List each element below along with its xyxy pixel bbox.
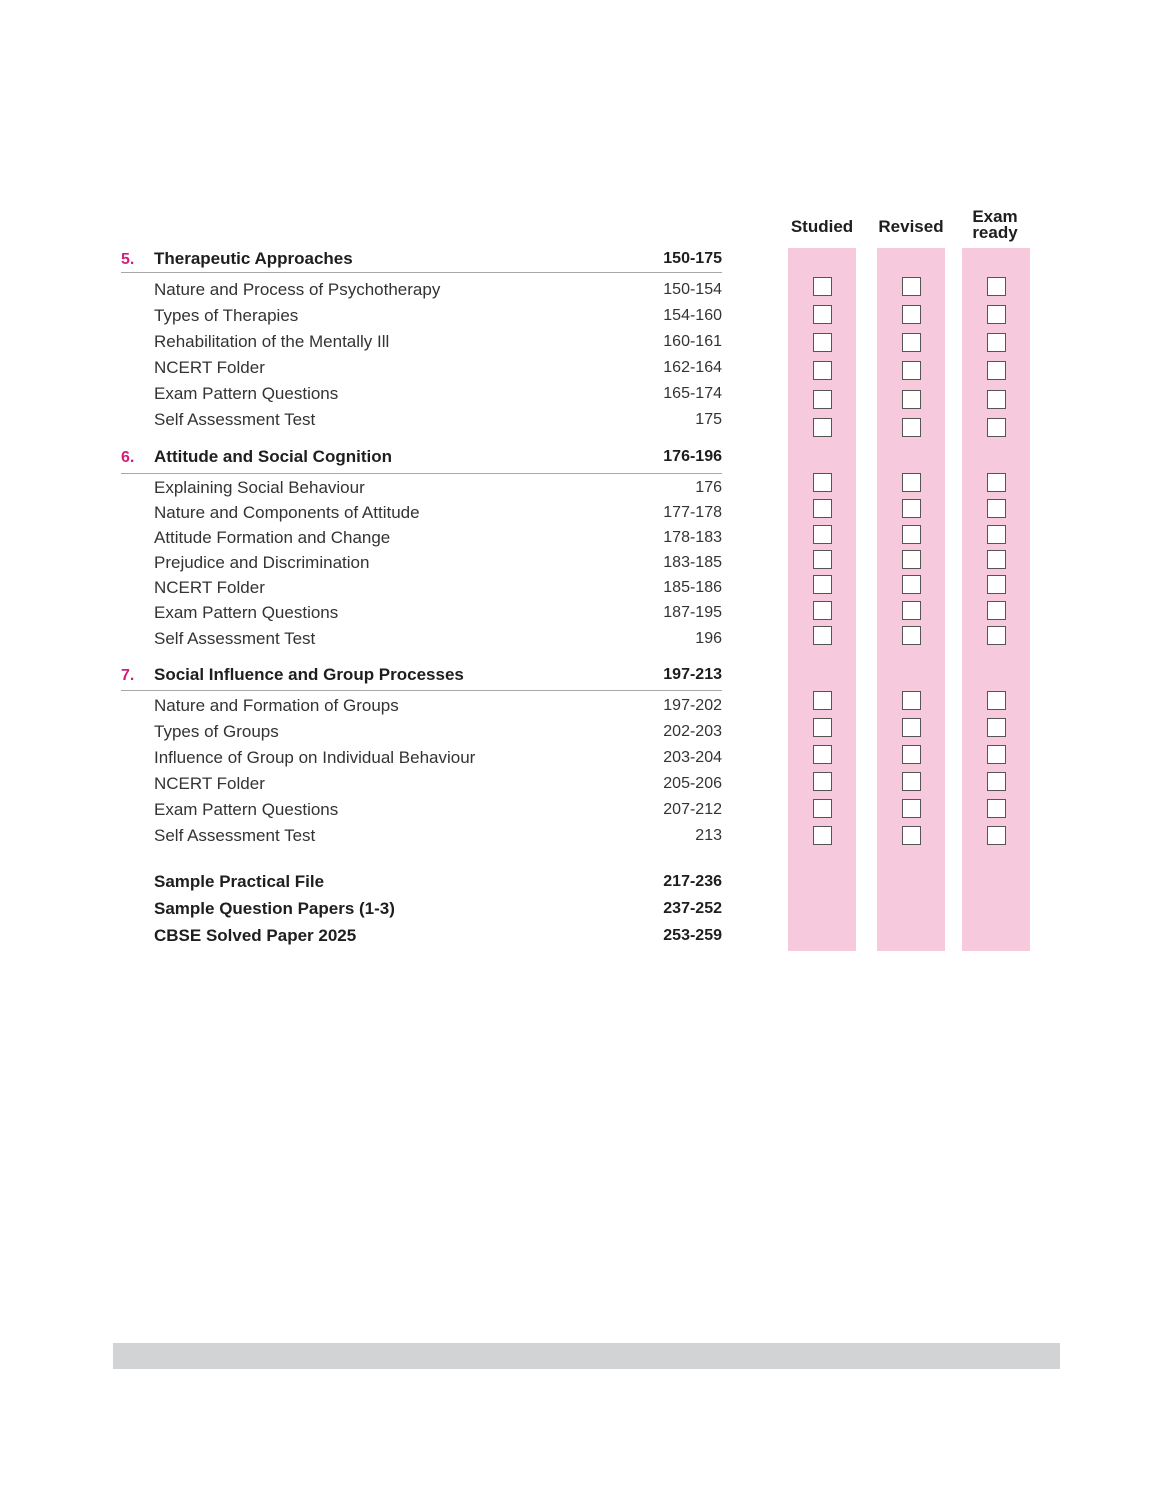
- topic-pages: 176: [695, 479, 722, 496]
- studied-checkbox[interactable]: [813, 575, 832, 594]
- revised-checkbox[interactable]: [902, 305, 921, 324]
- studied-checkbox[interactable]: [813, 333, 832, 352]
- topic-title: Influence of Group on Individual Behaviour: [154, 748, 476, 767]
- chapter-title: Social Influence and Group Processes: [154, 665, 464, 684]
- chapter-number: 5.: [121, 251, 135, 268]
- studied-checkbox[interactable]: [813, 550, 832, 569]
- chapter-title: Attitude and Social Cognition: [154, 447, 392, 466]
- footer-bar: [113, 1343, 1060, 1369]
- studied-checkbox[interactable]: [813, 525, 832, 544]
- extra-pages: 217-236: [663, 873, 722, 890]
- chapter-divider: [121, 690, 722, 691]
- exam-ready-column-band: [962, 248, 1030, 951]
- studied-checkbox[interactable]: [813, 473, 832, 492]
- revised-column-band: [877, 248, 945, 951]
- chapter-number: 7.: [121, 667, 135, 684]
- extra-title: Sample Practical File: [154, 872, 325, 891]
- topic-pages: 196: [695, 630, 722, 647]
- topic-pages: 160-161: [663, 333, 722, 350]
- topic-title: NCERT Folder: [154, 358, 265, 377]
- extra-pages: 237-252: [663, 900, 722, 917]
- studied-checkbox[interactable]: [813, 772, 832, 791]
- studied-checkbox[interactable]: [813, 361, 832, 380]
- revised-checkbox[interactable]: [902, 550, 921, 569]
- topic-title: Nature and Components of Attitude: [154, 503, 420, 522]
- exam-ready-checkbox[interactable]: [987, 473, 1006, 492]
- topic-pages: 154-160: [663, 307, 722, 324]
- studied-checkbox[interactable]: [813, 799, 832, 818]
- topic-pages: 178-183: [663, 529, 722, 546]
- topic-pages: 165-174: [663, 385, 722, 402]
- topic-pages: 175: [695, 411, 722, 428]
- exam-ready-checkbox[interactable]: [987, 305, 1006, 324]
- revised-checkbox[interactable]: [902, 525, 921, 544]
- exam-ready-header-line-2: ready: [972, 223, 1018, 242]
- topic-title: Exam Pattern Questions: [154, 603, 339, 622]
- topic-pages: 150-154: [663, 281, 722, 298]
- topic-title: Rehabilitation of the Mentally Ill: [154, 332, 390, 351]
- studied-column-band: [788, 248, 856, 951]
- chapter-number: 6.: [121, 449, 135, 466]
- exam-ready-checkbox[interactable]: [987, 390, 1006, 409]
- topic-title: NCERT Folder: [154, 578, 265, 597]
- exam-ready-header-line-1: Exam: [972, 207, 1018, 226]
- topic-pages: 183-185: [663, 554, 722, 571]
- topic-title: Nature and Process of Psychotherapy: [154, 280, 441, 299]
- studied-checkbox[interactable]: [813, 390, 832, 409]
- topic-title: Self Assessment Test: [154, 410, 316, 429]
- chapter-pages: 176-196: [663, 448, 722, 465]
- revised-checkbox[interactable]: [902, 390, 921, 409]
- chapter-divider: [121, 272, 722, 273]
- exam-ready-checkbox[interactable]: [987, 691, 1006, 710]
- studied-checkbox[interactable]: [813, 718, 832, 737]
- revised-checkbox[interactable]: [902, 745, 921, 764]
- studied-checkbox[interactable]: [813, 691, 832, 710]
- extra-title: CBSE Solved Paper 2025: [154, 926, 357, 945]
- studied-checkbox[interactable]: [813, 305, 832, 324]
- extra-pages: 253-259: [663, 927, 722, 944]
- revised-checkbox[interactable]: [902, 575, 921, 594]
- topic-title: Exam Pattern Questions: [154, 800, 339, 819]
- chapter-pages: 150-175: [663, 250, 722, 267]
- topic-title: Self Assessment Test: [154, 629, 316, 648]
- studied-checkbox[interactable]: [813, 826, 832, 845]
- revised-checkbox[interactable]: [902, 333, 921, 352]
- topic-title: Prejudice and Discrimination: [154, 553, 370, 572]
- topic-pages: 177-178: [663, 504, 722, 521]
- topic-title: Exam Pattern Questions: [154, 384, 339, 403]
- exam-ready-checkbox[interactable]: [987, 718, 1006, 737]
- topic-title: Attitude Formation and Change: [154, 528, 391, 547]
- exam-ready-checkbox[interactable]: [987, 826, 1006, 845]
- topic-pages: 162-164: [663, 359, 722, 376]
- studied-checkbox[interactable]: [813, 418, 832, 437]
- topic-pages: 202-203: [663, 723, 722, 740]
- studied-column-header: Studied: [790, 217, 854, 236]
- revised-checkbox[interactable]: [902, 626, 921, 645]
- topic-title: NCERT Folder: [154, 774, 265, 793]
- exam-ready-checkbox[interactable]: [987, 772, 1006, 791]
- exam-ready-checkbox[interactable]: [987, 277, 1006, 296]
- topic-title: Self Assessment Test: [154, 826, 316, 845]
- exam-ready-checkbox[interactable]: [987, 333, 1006, 352]
- chapter-divider: [121, 473, 722, 474]
- topic-pages: 213: [695, 827, 722, 844]
- topic-pages: 203-204: [663, 749, 722, 766]
- topic-title: Nature and Formation of Groups: [154, 696, 399, 715]
- exam-ready-column-header: [950, 209, 1040, 241]
- revised-checkbox[interactable]: [902, 799, 921, 818]
- topic-pages: 207-212: [663, 801, 722, 818]
- revised-checkbox[interactable]: [902, 718, 921, 737]
- studied-checkbox[interactable]: [813, 745, 832, 764]
- studied-checkbox[interactable]: [813, 499, 832, 518]
- exam-ready-checkbox[interactable]: [987, 361, 1006, 380]
- studied-checkbox[interactable]: [813, 626, 832, 645]
- chapter-title: Therapeutic Approaches: [154, 249, 353, 268]
- studied-checkbox[interactable]: [813, 601, 832, 620]
- extra-title: Sample Question Papers (1-3): [154, 899, 395, 918]
- topic-pages: 187-195: [663, 604, 722, 621]
- topic-pages: 205-206: [663, 775, 722, 792]
- topic-pages: 197-202: [663, 697, 722, 714]
- revised-checkbox[interactable]: [902, 601, 921, 620]
- exam-ready-checkbox[interactable]: [987, 745, 1006, 764]
- topic-title: Types of Groups: [154, 722, 279, 741]
- exam-ready-checkbox[interactable]: [987, 626, 1006, 645]
- exam-ready-checkbox[interactable]: [987, 499, 1006, 518]
- exam-ready-checkbox[interactable]: [987, 601, 1006, 620]
- revised-checkbox[interactable]: [902, 277, 921, 296]
- revised-column-header: Revised: [878, 217, 944, 236]
- revised-checkbox[interactable]: [902, 473, 921, 492]
- topic-title: Types of Therapies: [154, 306, 299, 325]
- exam-ready-checkbox[interactable]: [987, 799, 1006, 818]
- studied-checkbox[interactable]: [813, 277, 832, 296]
- revised-checkbox[interactable]: [902, 691, 921, 710]
- exam-ready-checkbox[interactable]: [987, 418, 1006, 437]
- revised-checkbox[interactable]: [902, 418, 921, 437]
- exam-ready-checkbox[interactable]: [987, 550, 1006, 569]
- chapter-pages: 197-213: [663, 666, 722, 683]
- topic-pages: 185-186: [663, 579, 722, 596]
- revised-checkbox[interactable]: [902, 772, 921, 791]
- exam-ready-checkbox[interactable]: [987, 575, 1006, 594]
- revised-checkbox[interactable]: [902, 499, 921, 518]
- revised-checkbox[interactable]: [902, 361, 921, 380]
- revised-checkbox[interactable]: [902, 826, 921, 845]
- exam-ready-checkbox[interactable]: [987, 525, 1006, 544]
- topic-title: Explaining Social Behaviour: [154, 478, 365, 497]
